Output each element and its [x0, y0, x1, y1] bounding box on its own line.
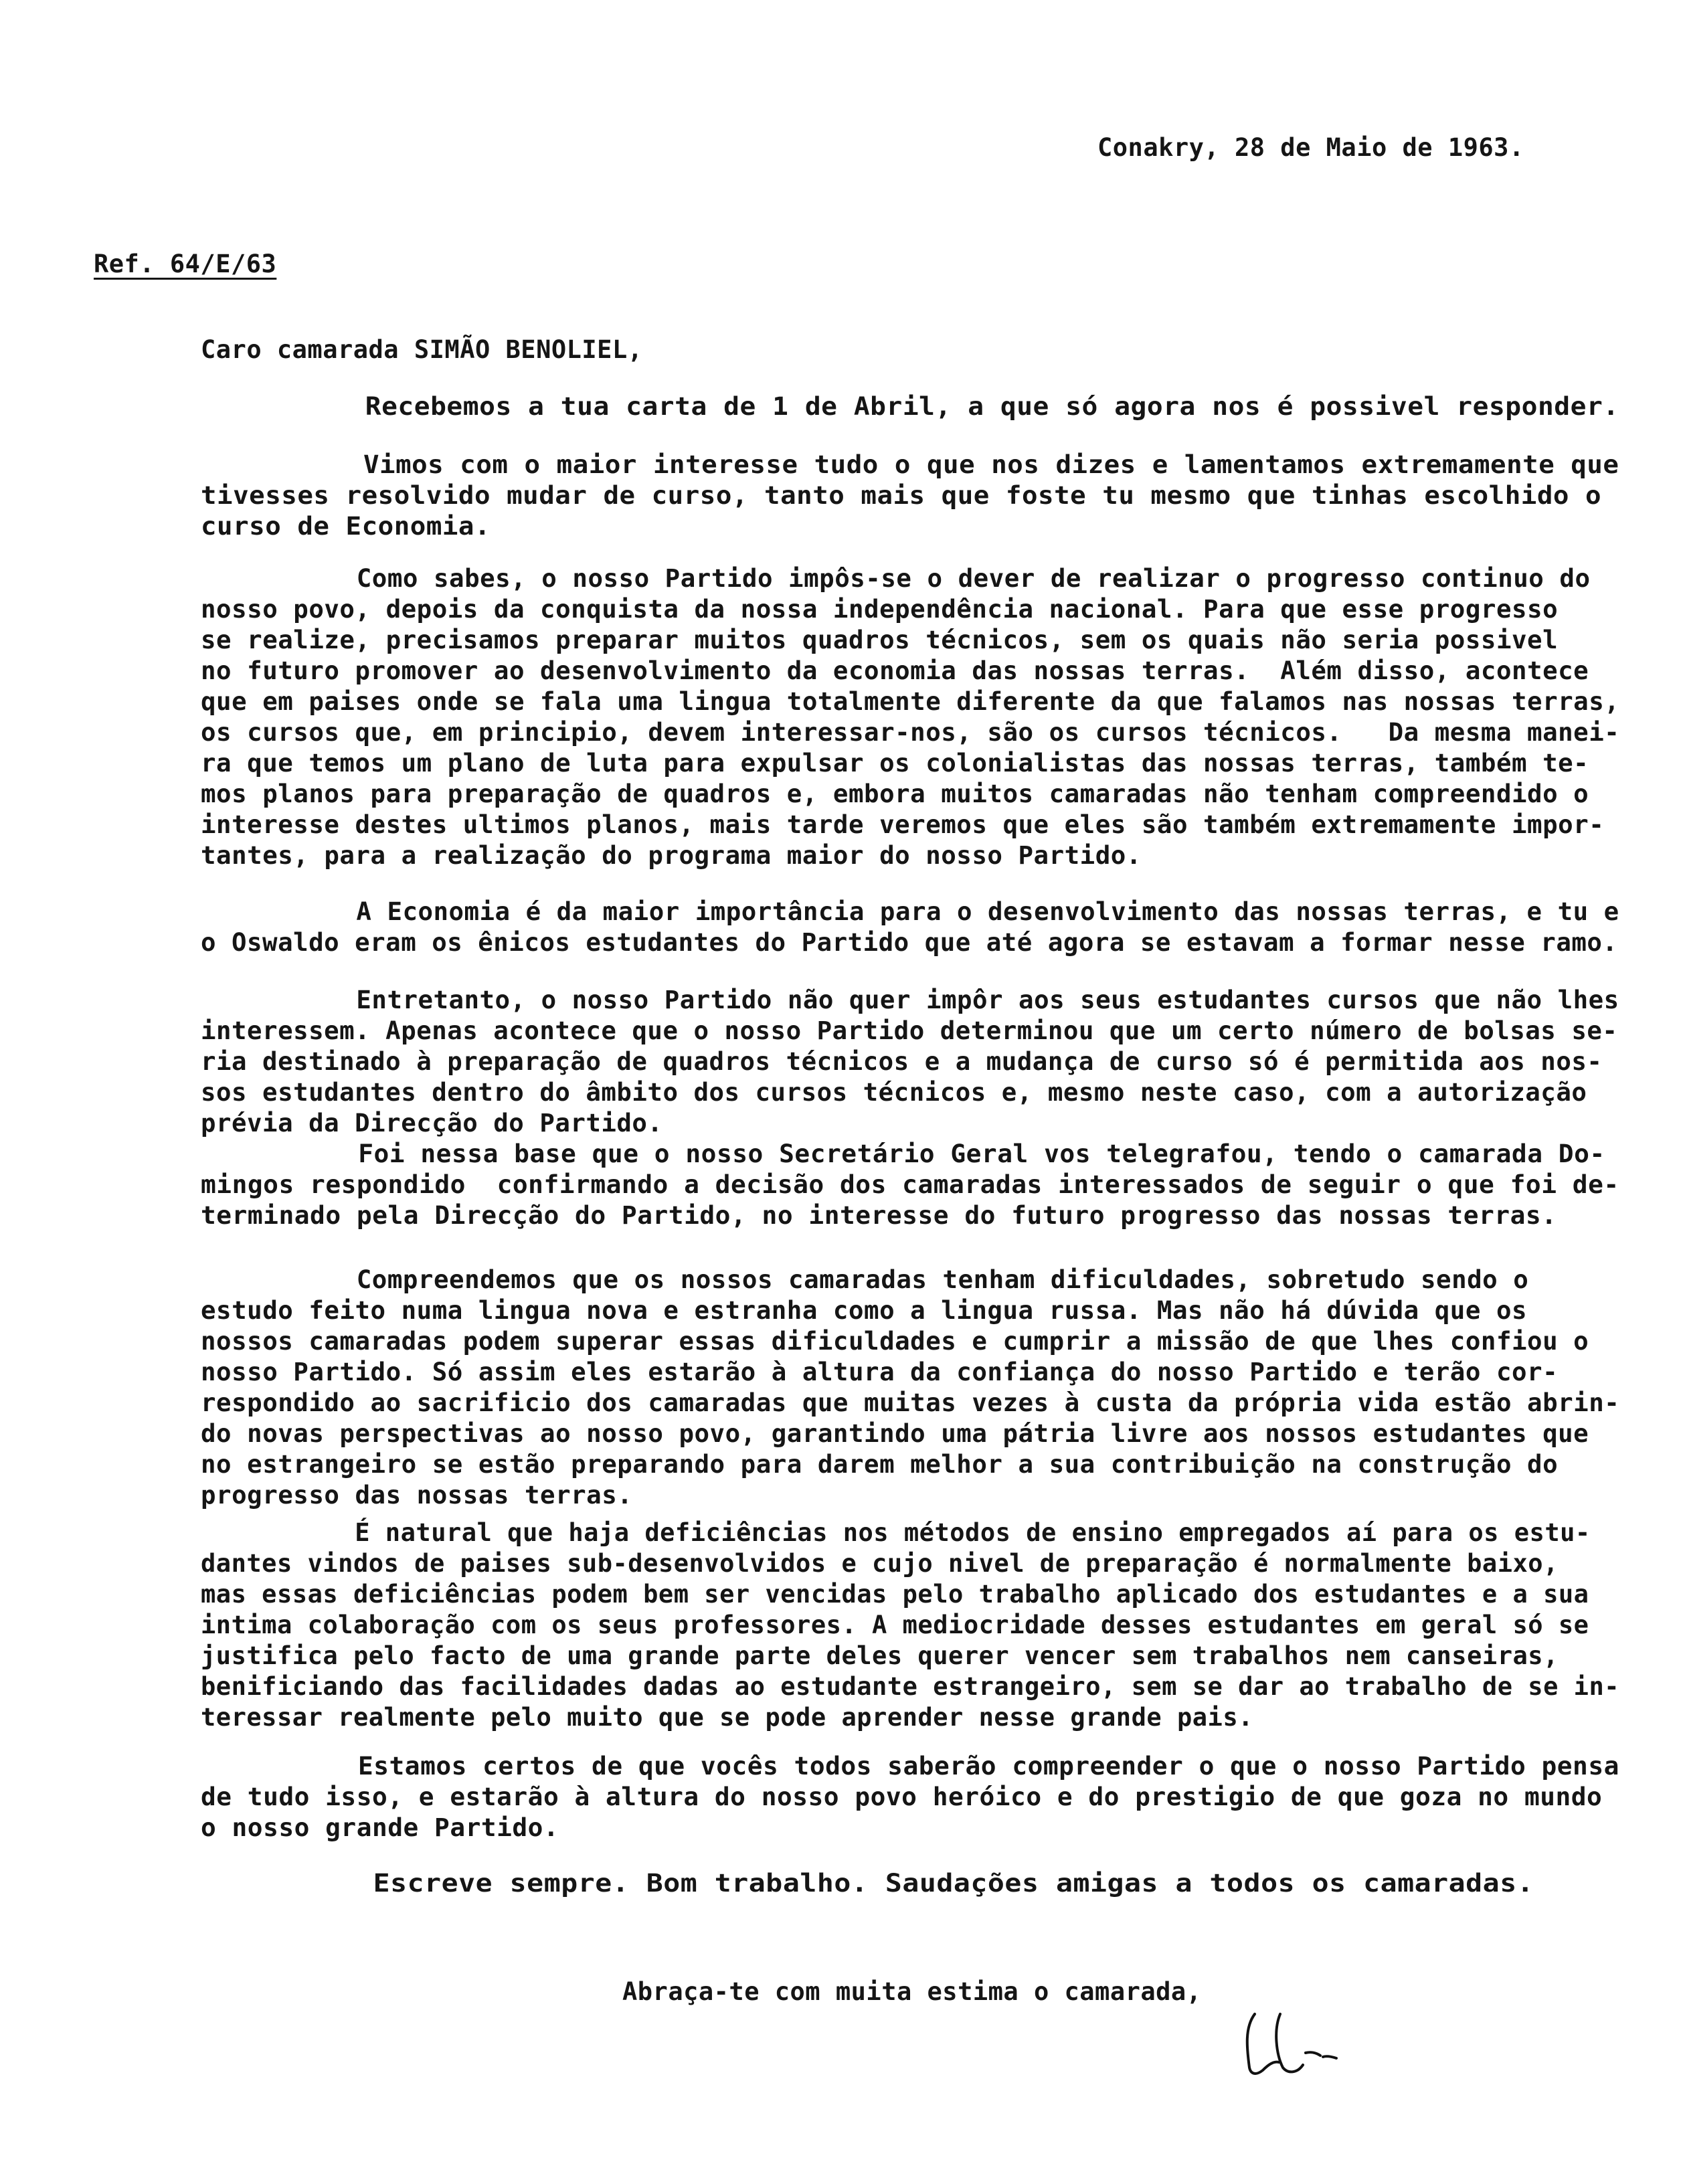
paragraph-line: prévia da Direcção do Partido. — [201, 1109, 663, 1138]
signature-image — [1241, 2001, 1348, 2081]
paragraph-line: Vimos com o maior interesse tudo o que nos dizes e lamentamos extremamente que — [363, 450, 1619, 479]
paragraph-line: intima colaboração com os seus professores. A mediocridade desses estudantes em geral só se — [201, 1611, 1589, 1639]
paragraph-line: sos estudantes dentro do âmbito dos cursos técnicos e, mesmo neste caso, com a autorização — [201, 1078, 1587, 1107]
paragraph-line: benificiando das facilidades dadas ao estudante estrangeiro, sem se dar ao trabalho de se in- — [201, 1672, 1620, 1701]
paragraph — [201, 1265, 1620, 1511]
paragraph — [201, 1751, 1619, 1843]
paragraph-line: o Oswaldo eram os ênicos estudantes do Partido que até agora se estavam a formar nesse ramo. — [201, 928, 1618, 957]
dateline: Conakry, 28 de Maio de 1963. — [1097, 133, 1524, 162]
paragraph-line: justifica pelo facto de uma grande parte deles querer vencer sem trabalhos nem canseiras, — [201, 1641, 1559, 1670]
paragraph-line: progresso das nossas terras. — [201, 1481, 633, 1510]
paragraph-line: no estrangeiro se estão preparando para darem melhor a sua contribuição na construção do — [201, 1450, 1559, 1479]
paragraph-line: É natural que haja deficiências nos métodos de ensino empregados aí para os estu- — [355, 1518, 1591, 1547]
paragraph-line: curso de Economia. — [201, 512, 491, 541]
paragraph-line: Compreendemos que os nossos camaradas tenham dificuldades, sobretudo sendo o — [356, 1265, 1529, 1294]
salutation: Caro camarada SIMÃO BENOLIEL, — [201, 335, 643, 364]
paragraph-line: dantes vindos de paises sub-desenvolvidos e cujo nivel de preparação é normalmente baixo, — [201, 1549, 1559, 1578]
paragraph-line: ra que temos um plano de luta para expulsar os colonialistas das nossas terras, também te- — [201, 749, 1589, 778]
paragraph — [201, 1139, 1619, 1231]
paragraph-line: no futuro promover ao desenvolvimento da economia das nossas terras. Além disso, acontece — [201, 656, 1589, 685]
paragraph-line: tantes, para a realização do programa maior do nosso Partido. — [201, 841, 1142, 870]
paragraph-line: os cursos que, em principio, devem interessar-nos, são os cursos técnicos. Da mesma manei- — [201, 718, 1620, 747]
paragraph — [201, 1868, 1534, 1899]
paragraph-line: estudo feito numa lingua nova e estranha como a lingua russa. Mas não há dúvida que os — [201, 1296, 1528, 1325]
paragraph-line: nosso Partido. Só assim eles estarão à altura da confiança do nosso Partido e terão cor- — [201, 1358, 1559, 1386]
paragraph — [201, 897, 1619, 958]
paragraph-line: mos planos para preparação de quadros e, embora muitos camaradas não tenham compreendido o — [201, 780, 1589, 808]
paragraph-line: nossos camaradas podem superar essas dificuldades e cumprir a missão de que lhes confiou o — [201, 1327, 1589, 1356]
paragraph — [201, 563, 1620, 871]
paragraph-line: Estamos certos de que vocês todos saberão compreender o que o nosso Partido pensa — [357, 1752, 1619, 1781]
paragraph-line: Recebemos a tua carta de 1 de Abril, a que só agora nos é possivel responder. — [365, 392, 1619, 421]
paragraph-line: respondido ao sacrificio dos camaradas que muitas vezes à custa da própria vida estão abrin- — [201, 1388, 1620, 1417]
paragraph — [201, 1518, 1618, 1733]
closing-line: Abraça-te com muita estima o camarada, — [622, 1977, 1202, 2006]
paragraph-line: se realize, precisamos preparar muitos quadros técnicos, sem os quais não seria possivel — [201, 626, 1559, 654]
paragraph — [201, 985, 1619, 1139]
paragraph-line: tivesses resolvido mudar de curso, tanto mais que foste tu mesmo que tinhas escolhido o — [201, 481, 1602, 510]
paragraph-line: terminado pela Direcção do Partido, no interesse do futuro progresso das nossas terras. — [201, 1201, 1557, 1230]
paragraph-line: interessem. Apenas acontece que o nosso Partido determinou que um certo número de bolsas se- — [201, 1016, 1618, 1045]
paragraph-line: Escreve sempre. Bom trabalho. Saudações amigas a todos os camaradas. — [373, 1869, 1534, 1898]
paragraph-line: do novas perspectivas ao nosso povo, garantindo uma pátria livre aos nossos estudantes que — [201, 1419, 1589, 1448]
paragraph-line: Foi nessa base que o nosso Secretário Geral vos telegrafou, tendo o camarada Do- — [358, 1140, 1605, 1168]
reference-number: Ref. 64/E/63 — [94, 250, 277, 278]
paragraph-line: A Economia é da maior importância para o desenvolvimento das nossas terras, e tu e — [356, 897, 1619, 926]
paragraph-line: Entretanto, o nosso Partido não quer impôr aos seus estudantes cursos que não lhes — [356, 986, 1619, 1014]
paragraph-line: ria destinado à preparação de quadros técnicos e a mudança de curso só é permitida aos nos- — [201, 1047, 1603, 1076]
paragraph-line: mas essas deficiências podem bem ser vencidas pelo trabalho aplicado dos estudantes e a sua — [201, 1580, 1589, 1609]
paragraph-line: interesse destes ultimos planos, mais tarde veremos que eles são também extremamente impor- — [201, 810, 1605, 839]
paragraph-line: de tudo isso, e estarão à altura do nosso povo heróico e do prestigio de que goza no mundo — [201, 1783, 1603, 1811]
paragraph-line: o nosso grande Partido. — [201, 1813, 559, 1842]
paragraph — [201, 450, 1619, 542]
paragraph — [201, 391, 1619, 422]
paragraph-line: teressar realmente pelo muito que se pode aprender nesse grande pais. — [201, 1703, 1253, 1732]
paragraph-line: mingos respondido confirmando a decisão dos camaradas interessados de seguir o que foi de- — [201, 1170, 1619, 1199]
paragraph-line: Como sabes, o nosso Partido impôs-se o dever de realizar o progresso continuo do — [356, 564, 1591, 593]
paragraph-line: nosso povo, depois da conquista da nossa independência nacional. Para que esse progresso — [201, 595, 1559, 624]
paragraph-line: que em paises onde se fala uma lingua totalmente diferente da que falamos nas nossas terras, — [201, 687, 1620, 716]
